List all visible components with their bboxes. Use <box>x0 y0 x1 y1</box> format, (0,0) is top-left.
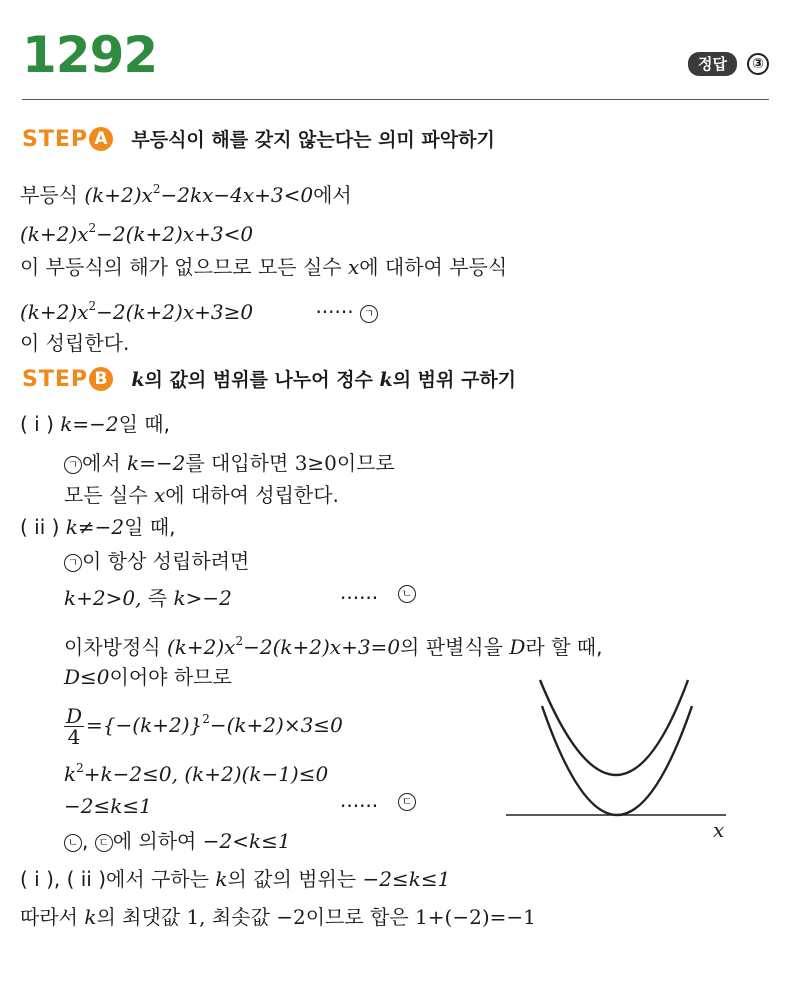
equation-marker-digeut: ㄷ <box>398 793 416 811</box>
text: 에서 <box>313 183 352 207</box>
equation-marker-digeut: ㄷ <box>95 834 113 852</box>
answer-block <box>688 52 769 76</box>
dots: ······ <box>340 586 379 610</box>
case-2-line-5: D≤0이어야 하므로 <box>64 665 232 689</box>
step-a-line-3: 이 부등식의 해가 없으므로 모든 실수 x에 대하여 부등식 <box>20 255 508 279</box>
case-2-line-3: k+2>0, 즉 k>−2 ······ ㄴ <box>64 585 232 611</box>
case-2-line-9: ㄴ , ㄷ 에 의하여 −2<k≤1 <box>64 828 291 854</box>
step-a-line-2 <box>20 215 253 247</box>
dots: ······ <box>340 794 379 818</box>
equation-marker-nieun: ㄴ <box>64 834 82 852</box>
equation-marker-giyeok: ㄱ <box>64 456 82 474</box>
step-b-heading <box>22 366 516 393</box>
step-a-line-5: 이 성립한다. <box>20 331 130 355</box>
case-2-line-8: −2≤k≤1 ······ ㄷ <box>64 793 152 819</box>
dots: ······ <box>315 300 354 324</box>
case-2-line-7: $k^2+k-2\le 0$, (k+2)(k−1)≤0 <box>64 761 329 786</box>
x-axis-label: x <box>713 818 725 842</box>
equation-marker-giyeok: ㄱ <box>64 554 82 572</box>
conclusion-line-2: 따라서 k의 최댓값 1, 최솟값 −2이므로 합은 1+(−2)=−1 <box>20 905 536 929</box>
step-b-label: STEP <box>22 367 89 392</box>
step-a-circle: A <box>89 127 113 151</box>
header-divider <box>22 99 769 100</box>
parabola-graph <box>500 670 740 845</box>
step-b-circle: B <box>89 367 113 391</box>
step-a-title: 부등식이 해를 갖지 않는다는 의미 파악하기 <box>131 129 495 151</box>
inequality-rewritten: $(k+2)x^2-2(k+2)x+3<0$ <box>20 221 254 246</box>
answer-badge: 정답 <box>688 52 737 76</box>
conclusion-line-1: ( i ), ( ii )에서 구하는 k의 값의 범위는 −2≤k≤1 <box>20 867 451 891</box>
step-a-line-1 <box>20 176 352 208</box>
parabola-upper-curve <box>540 680 688 775</box>
step-b-title: k의 값의 범위를 나누어 정수 k의 범위 구하기 <box>131 369 517 391</box>
case-2-line-2: ㄱ 이 항상 성립하려면 <box>64 548 249 574</box>
step-a-label: STEP <box>22 127 89 152</box>
fraction-D-over-4: $\frac{D}{4}$ <box>66 704 83 749</box>
step-a-line-4 <box>20 293 378 325</box>
case-1-line-2: ㄱ 에서 k=−2를 대입하면 3≥0이므로 <box>64 450 395 476</box>
case-2-line-6: $\frac{D}{4}$ $=\{-(k+2)\}^2-(k+2)\times 3\le 0$ <box>66 704 343 749</box>
answer-value: ③ <box>747 53 769 75</box>
equation-marker-giyeok: ㄱ <box>360 305 378 323</box>
problem-number: 1292 <box>22 26 158 84</box>
inequality-condition: $(k+2)x^2-2(k+2)x+3\ge 0$ <box>20 299 254 324</box>
case-2-heading: ( ii ) k≠−2일 때, <box>20 515 176 539</box>
step-a-heading <box>22 126 495 153</box>
equation-marker-nieun: ㄴ <box>398 585 416 603</box>
case-1-line-3: 모든 실수 x에 대하여 성립한다. <box>64 483 339 507</box>
case-1-heading: ( i ) k=−2일 때, <box>20 412 170 436</box>
case-2-line-4: 이차방정식 $(k+2)x^2-2(k+2)x+3=0$의 판별식을 D라 할 때, <box>64 634 603 659</box>
text: 부등식 <box>20 183 85 207</box>
inequality-original: $(k+2)x^2-2kx-4x+3<0$ <box>84 182 314 207</box>
